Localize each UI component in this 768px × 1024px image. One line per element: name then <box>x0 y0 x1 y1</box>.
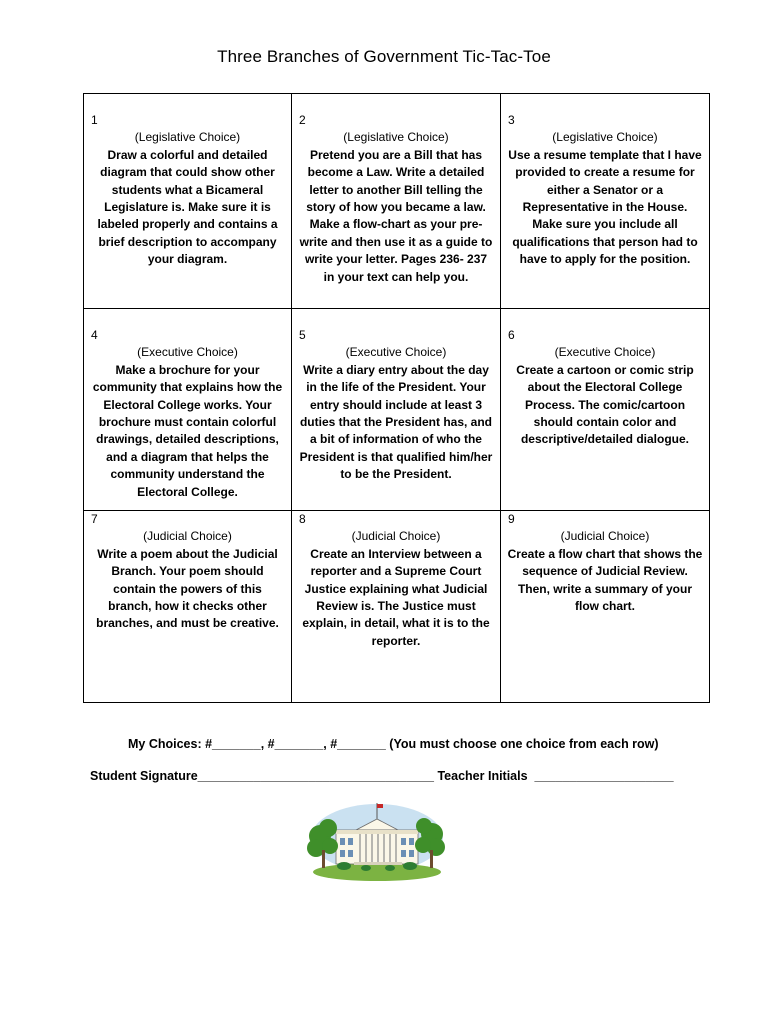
choice-number: 8 <box>299 512 306 526</box>
choice-description: Draw a colorful and detailed diagram that could show other students what a Bicameral Legislature is. Make sure it is labeled properly and contains a brief description to accompany your diagram. <box>97 147 278 267</box>
choice-cell-6[interactable] <box>501 309 710 511</box>
choice-cell-5[interactable] <box>292 309 501 511</box>
choice-branch: (Legislative Choice) <box>343 130 449 145</box>
my-choices-line[interactable]: My Choices: #_______, #_______, #_______ (You must choose one choice from each row) <box>128 737 659 751</box>
choice-number: 3 <box>508 113 515 127</box>
choice-description: Create a cartoon or comic strip about the Electoral College Process. The comic/cartoon should contain color and descriptive/detailed dialogue. <box>516 362 694 447</box>
choice-cell-8[interactable] <box>292 511 501 703</box>
grid-row-executive <box>84 309 710 511</box>
choice-cell-9[interactable] <box>501 511 710 703</box>
choice-number: 5 <box>299 328 306 342</box>
choice-cell-2[interactable] <box>292 94 501 309</box>
choice-description: Write a diary entry about the day in the life of the President. Your entry should include at least 3 duties that the President has, and a bit of information of who the President is that qualified him/her to be the President. <box>299 362 493 482</box>
choice-description: Use a resume template that I have provided to create a resume for either a Senator or a Representative in the House. Make sure you include all qualifications that person had to have to apply for the position. <box>508 147 702 267</box>
choice-number: 2 <box>299 113 306 127</box>
signature-line[interactable]: Student Signature__________________________________ Teacher Initials ____________________ <box>90 769 674 783</box>
choice-number: 7 <box>91 512 98 526</box>
choice-number: 6 <box>508 328 515 342</box>
choice-branch: (Executive Choice) <box>137 345 238 360</box>
choice-description: Write a poem about the Judicial Branch. Your poem should contain the powers of this branch, how it checks other branches, and must be creative. <box>96 546 279 631</box>
choice-branch: (Judicial Choice) <box>143 529 232 544</box>
choice-branch: (Executive Choice) <box>554 345 656 360</box>
choice-cell-1[interactable] <box>84 94 292 309</box>
choice-cell-7[interactable] <box>84 511 292 703</box>
choice-branch: (Legislative Choice) <box>134 130 241 145</box>
choice-branch: (Executive Choice) <box>345 345 447 360</box>
choice-number: 9 <box>508 512 515 526</box>
choice-description: Make a brochure for your community that explains how the Electoral College works. Your brochure must contain colorful drawings, detailed descriptions, and a diagram that helps the community understand the Electoral College. <box>92 362 283 499</box>
choice-number: 1 <box>91 113 98 127</box>
choice-number: 4 <box>91 328 98 342</box>
white-house-clipart-icon <box>306 800 448 882</box>
choice-branch: (Judicial Choice) <box>560 529 650 544</box>
choice-branch: (Judicial Choice) <box>351 529 441 544</box>
choice-cell-3[interactable] <box>501 94 710 309</box>
page-title: Three Branches of Government Tic-Tac-Toe <box>217 47 551 66</box>
tic-tac-toe-grid <box>83 93 710 703</box>
choice-branch: (Legislative Choice) <box>552 130 658 145</box>
choice-description: Create an Interview between a reporter and a Supreme Court Justice explaining what Judicial Review is. The Justice must explain, in detail, what it is to the reporter. <box>302 546 490 648</box>
choice-description: Create a flow chart that shows the sequence of Judicial Review. Then, write a summary of your flow chart. <box>507 546 703 614</box>
choice-cell-4[interactable] <box>84 309 292 511</box>
choice-description: Pretend you are a Bill that has become a Law. Write a detailed letter to another Bill telling the story of how you became a law. Make a flow-chart as your pre-write and then use it as a guide to write your letter. Pages 236- 237 in your text can help you. <box>299 147 493 284</box>
grid-row-legislative <box>84 94 710 309</box>
grid-row-judicial <box>84 511 710 703</box>
